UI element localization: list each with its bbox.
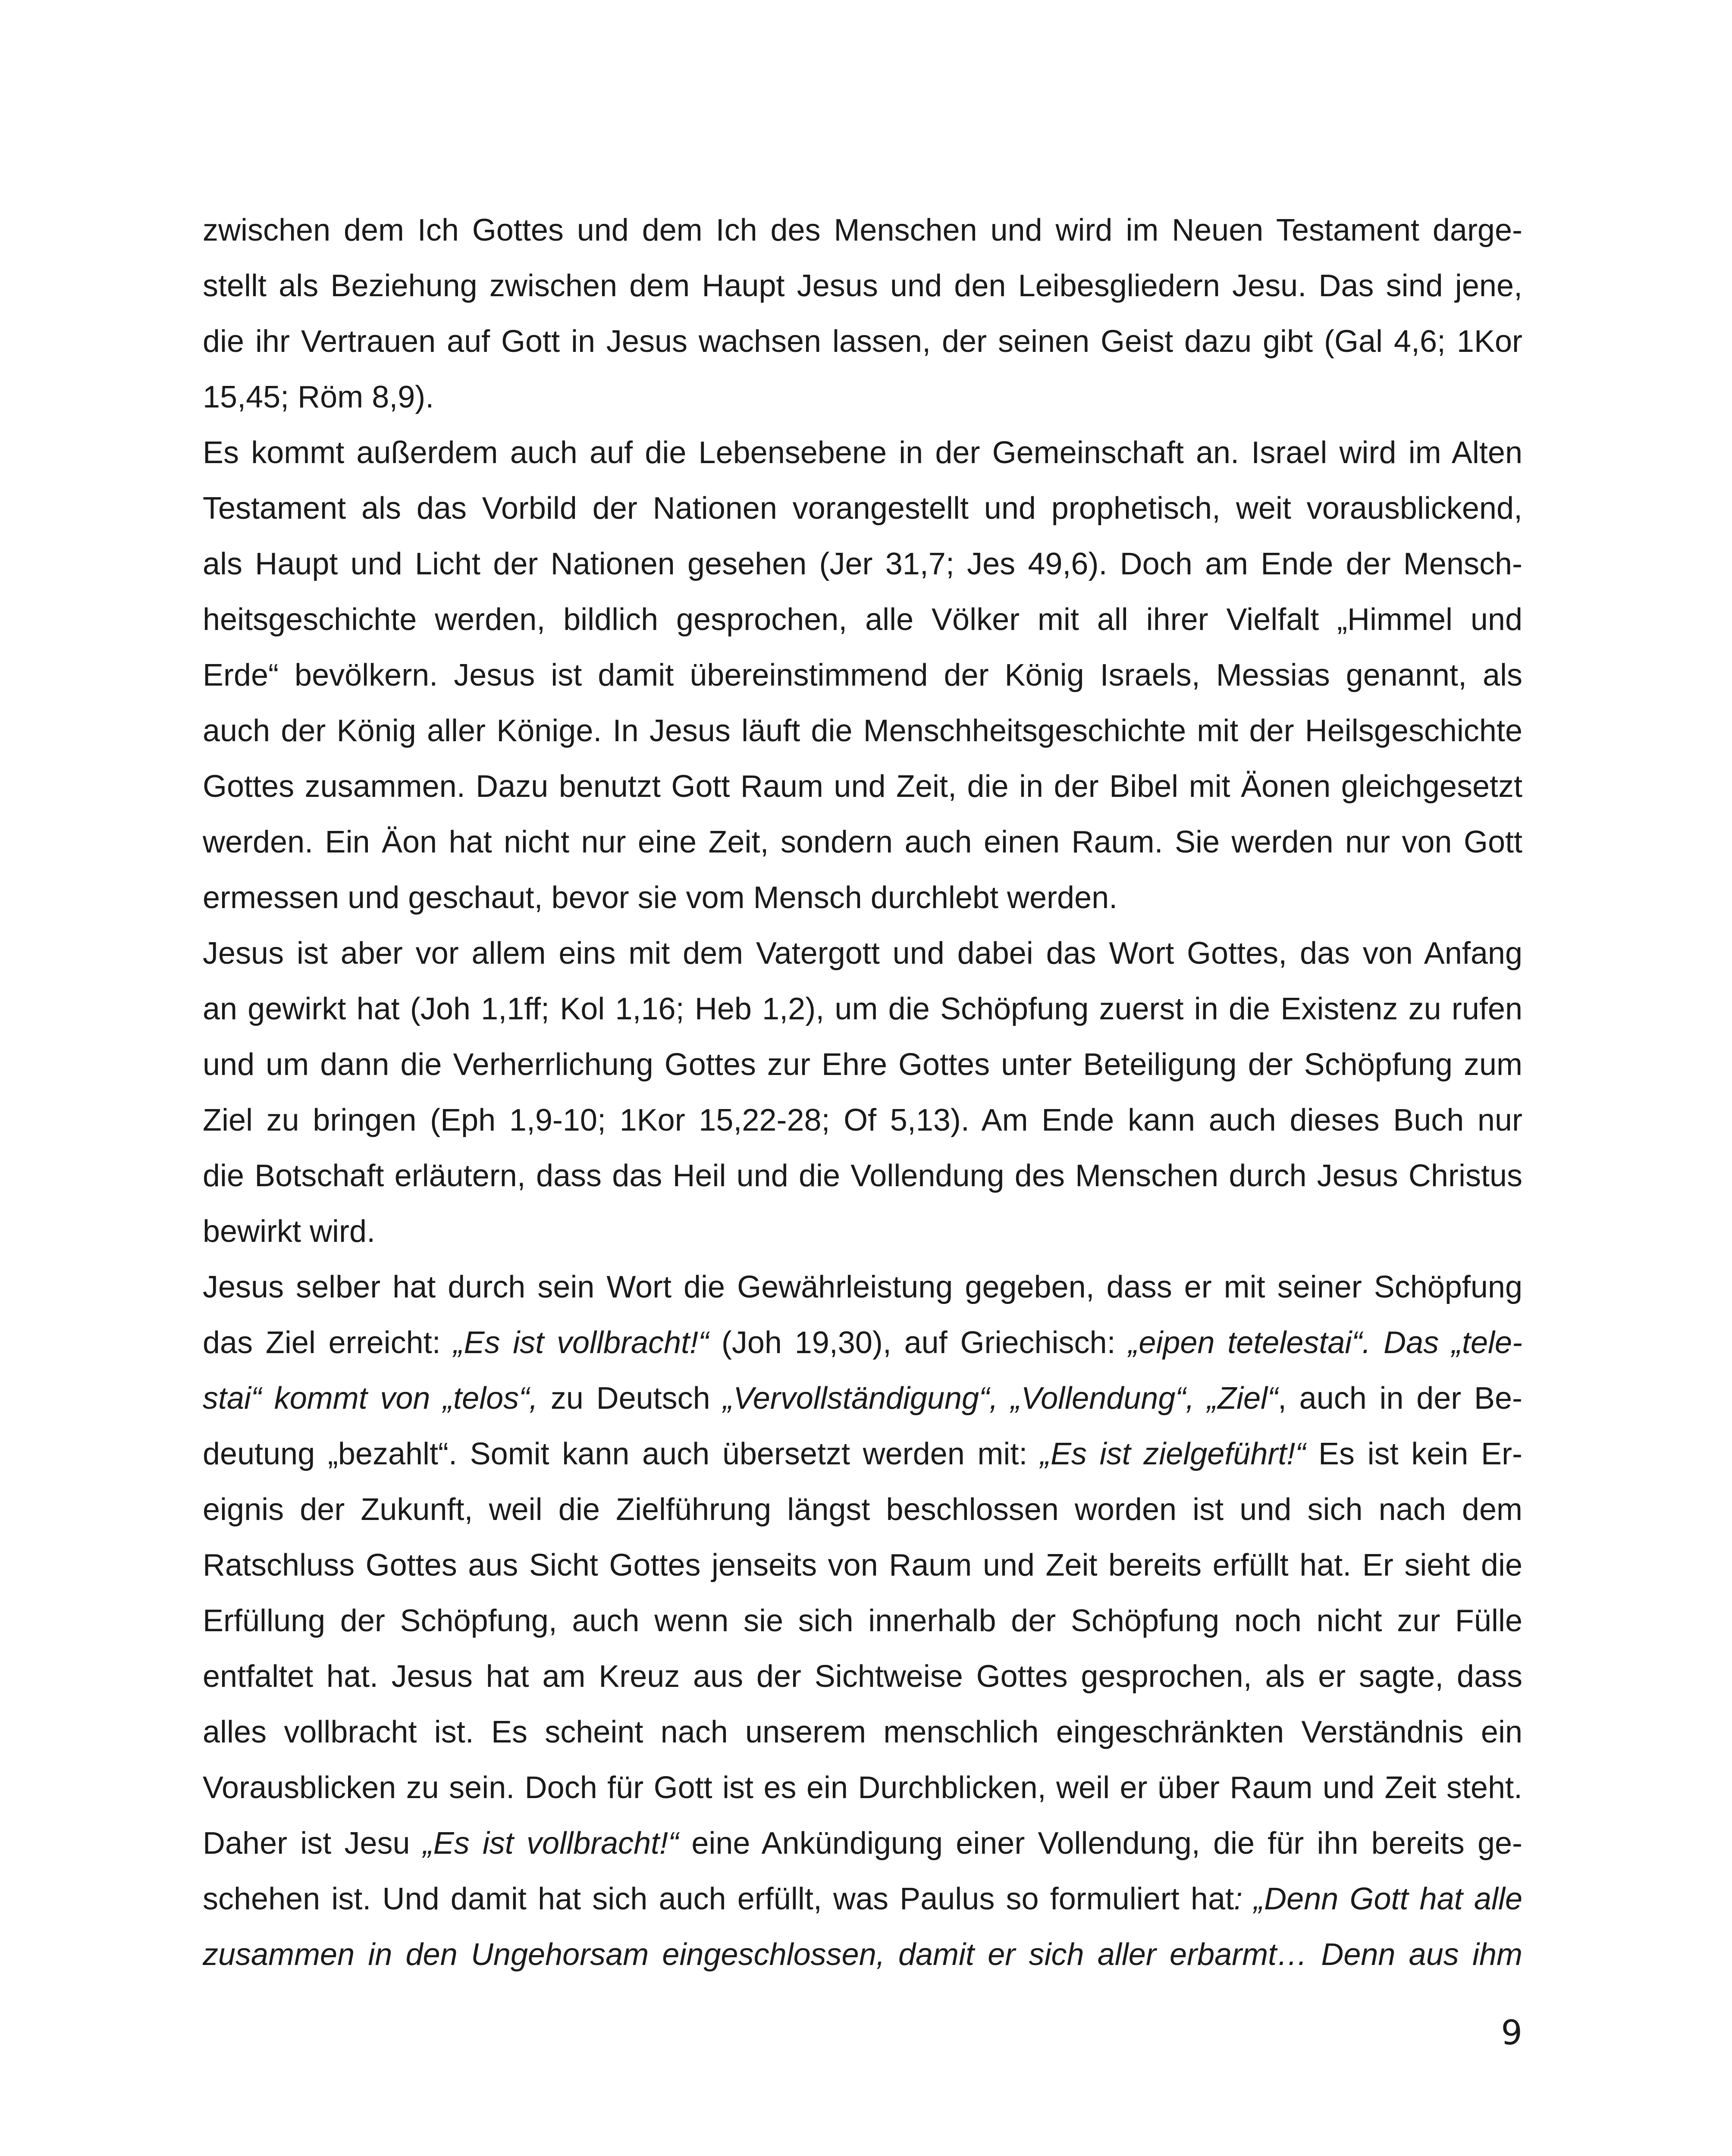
page-body-text (203, 203, 1522, 1983)
text-line (203, 1371, 1522, 1426)
text-line (203, 481, 1522, 536)
text-line (203, 1760, 1522, 1816)
text-line (203, 870, 1522, 926)
text-segment: und um dann die Verherrlichung Gottes zur Ehre Gottes unter Beteiligung der Schöpfung zum (203, 1047, 1522, 1082)
text-segment: die Botschaft erläutern, dass das Heil und die Vollendung des Menschen durch Jesus Christus (203, 1159, 1522, 1193)
text-segment: stellt als Beziehung zwischen dem Haupt Jesus und den Leibesgliedern Jesu. Das sind jene, (203, 269, 1522, 303)
italic-text-segment: „Es ist vollbracht!“ (453, 1326, 709, 1360)
text-segment: Testament als das Vorbild der Nationen vorangestellt und prophetisch, weit vorausblickend, (203, 491, 1522, 526)
page-number: 9 (1501, 2014, 1522, 2053)
text-line (203, 1482, 1522, 1538)
text-segment: werden. Ein Äon hat nicht nur eine Zeit, sondern auch einen Raum. Sie werden nur von Gott (203, 825, 1522, 859)
text-line (203, 1816, 1522, 1871)
text-segment: deutung „bezahlt“. Somit kann auch übersetzt werden mit: (203, 1437, 1040, 1471)
text-segment: Es ist kein Er- (1305, 1437, 1522, 1471)
text-segment: das Ziel erreicht: (203, 1326, 454, 1360)
italic-text-segment: „Es ist vollbracht!“ (423, 1826, 679, 1861)
text-segment: Daher ist Jesu (203, 1826, 423, 1861)
text-line (203, 1593, 1522, 1649)
text-line (203, 370, 1522, 425)
text-line (203, 314, 1522, 370)
text-line (203, 1204, 1522, 1260)
text-line (203, 1426, 1522, 1482)
text-segment: alles vollbracht ist. Es scheint nach unserem menschlich eingeschränkten Verständnis ein (203, 1715, 1522, 1749)
text-segment: Vorausblicken zu sein. Doch für Gott ist es ein Durchblicken, weil er über Raum und Zeit steht. (203, 1771, 1522, 1805)
text-segment: eine Ankündigung einer Vollendung, die für ihn bereits ge- (678, 1826, 1523, 1861)
text-line (203, 1649, 1522, 1705)
text-line (203, 759, 1522, 815)
italic-text-segment: „Vervollständigung“, „Vollendung“, „Ziel“ (723, 1381, 1278, 1416)
text-segment: Jesus ist aber vor allem eins mit dem Vatergott und dabei das Wort Gottes, das von Anfang (203, 936, 1522, 971)
text-line (203, 1871, 1522, 1927)
text-line (203, 815, 1522, 870)
text-segment: die ihr Vertrauen auf Gott in Jesus wachsen lassen, der seinen Geist dazu gibt (Gal 4,6; 1Kor (203, 324, 1522, 359)
text-segment: 15,45; Röm 8,9). (203, 380, 434, 414)
text-line (203, 1037, 1522, 1093)
text-segment: Erde“ bevölkern. Jesus ist damit übereinstimmend der König Israels, Messias genannt, als (203, 658, 1522, 693)
text-segment: Ziel zu bringen (Eph 1,9-10; 1Kor 15,22-28; Of 5,13). Am Ende kann auch dieses Buch nur (203, 1103, 1522, 1138)
text-line (203, 703, 1522, 759)
text-line (203, 926, 1522, 981)
text-segment: zu Deutsch (538, 1381, 723, 1416)
italic-text-segment: „Es ist zielgeführt!“ (1040, 1437, 1306, 1471)
italic-text-segment: zusammen in den Ungehorsam eingeschlossen, damit er sich aller erbarmt… Denn aus ihm (203, 1937, 1522, 1972)
text-segment: als Haupt und Licht der Nationen gesehen (Jer 31,7; Jes 49,6). Doch am Ende der Mensch- (203, 547, 1522, 581)
text-line (203, 1705, 1522, 1760)
text-line (203, 1093, 1522, 1148)
text-line (203, 1260, 1522, 1315)
text-line (203, 1315, 1522, 1371)
text-segment: entfaltet hat. Jesus hat am Kreuz aus der Sichtweise Gottes gesprochen, als er sagte, dass (203, 1659, 1522, 1694)
text-segment: Es kommt außerdem auch auf die Lebensebene in der Gemeinschaft an. Israel wird im Alten (203, 436, 1522, 470)
text-segment: Jesus selber hat durch sein Wort die Gewährleistung gegeben, dass er mit seiner Schöpfung (203, 1270, 1522, 1304)
text-segment: eignis der Zukunft, weil die Zielführung längst beschlossen worden ist und sich nach dem (203, 1492, 1522, 1527)
text-segment: schehen ist. Und damit hat sich auch erfüllt, was Paulus so formuliert hat (203, 1882, 1234, 1916)
italic-text-segment: : „Denn Gott hat alle (1234, 1882, 1522, 1916)
text-segment: Ratschluss Gottes aus Sicht Gottes jenseits von Raum und Zeit bereits erfüllt hat. Er sieht die (203, 1548, 1522, 1583)
text-segment: heitsgeschichte werden, bildlich gesprochen, alle Völker mit all ihrer Vielfalt „Himmel und (203, 602, 1522, 637)
text-segment: an gewirkt hat (Joh 1,1ff; Kol 1,16; Heb 1,2), um die Schöpfung zuerst in die Existenz zu rufen (203, 992, 1522, 1026)
text-segment: (Joh 19,30), auf Griechisch: (709, 1326, 1129, 1360)
italic-text-segment: stai“ kommt von „telos“, (203, 1381, 538, 1416)
italic-text-segment: „eipen tetelestai“. Das „tele- (1128, 1326, 1523, 1360)
text-segment: bewirkt wird. (203, 1214, 376, 1249)
text-line (203, 648, 1522, 703)
text-segment: Gottes zusammen. Dazu benutzt Gott Raum und Zeit, die in der Bibel mit Äonen gleichgesetzt (203, 769, 1522, 804)
text-line (203, 536, 1522, 592)
text-segment: , auch in der Be- (1278, 1381, 1522, 1416)
text-segment: zwischen dem Ich Gottes und dem Ich des Menschen und wird im Neuen Testament darge- (203, 213, 1522, 248)
text-segment: Erfüllung der Schöpfung, auch wenn sie sich innerhalb der Schöpfung noch nicht zur Fülle (203, 1604, 1522, 1638)
text-line (203, 425, 1522, 481)
text-line (203, 1538, 1522, 1593)
text-line (203, 1927, 1522, 1983)
text-line (203, 203, 1522, 258)
text-line (203, 592, 1522, 648)
text-segment: ermessen und geschaut, bevor sie vom Mensch durchlebt werden. (203, 881, 1118, 915)
text-line (203, 258, 1522, 314)
text-segment: auch der König aller Könige. In Jesus läuft die Menschheitsgeschichte mit der Heilsgeschichte (203, 714, 1522, 748)
text-line (203, 1148, 1522, 1204)
text-line (203, 981, 1522, 1037)
